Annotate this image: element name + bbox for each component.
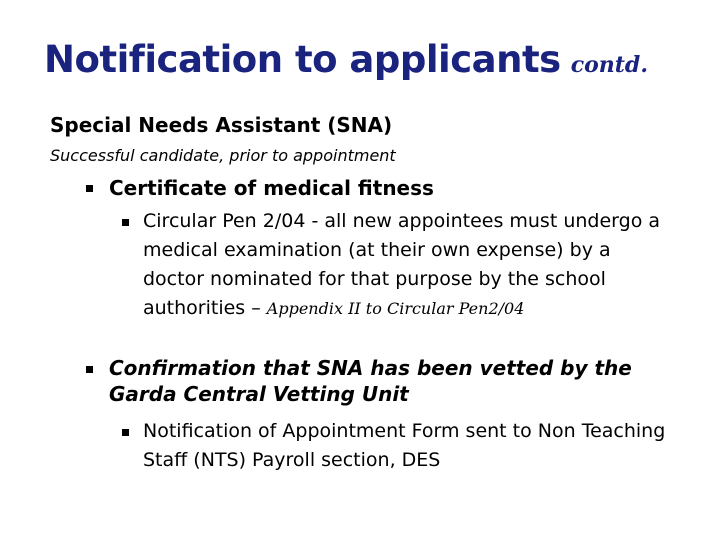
sub-bullet-marker [122, 219, 129, 226]
title-main: Notification to applicants [44, 38, 561, 81]
sub-bullet-circular-pen-text: Circular Pen 2/04 - all new appointees must undergo a medical examination (at their own expense) by a doctor nominated for that purpose by the school authorities – [143, 210, 660, 319]
sub-bullet-marker [122, 429, 129, 436]
section-subheading: Successful candidate, prior to appointment [50, 146, 396, 165]
sub-bullet-circular-pen [143, 207, 673, 323]
bullet-medical-fitness: Certificate of medical fitness [109, 176, 434, 200]
bullet-garda-vetting: Confirmation that SNA has been vetted by the Garda Central Vetting Unit [109, 356, 632, 406]
title-contd: contd. [570, 52, 648, 78]
section-heading: Special Needs Assistant (SNA) [50, 113, 393, 137]
slide-title [44, 38, 648, 81]
bullet-marker [86, 185, 93, 192]
sub-bullet-notification-form: Notification of Appointment Form sent to Non Teaching Staff (NTS) Payroll section, DES [143, 420, 666, 471]
bullet-marker [86, 366, 93, 373]
appendix-reference: Appendix II to Circular Pen2/04 [266, 299, 525, 318]
